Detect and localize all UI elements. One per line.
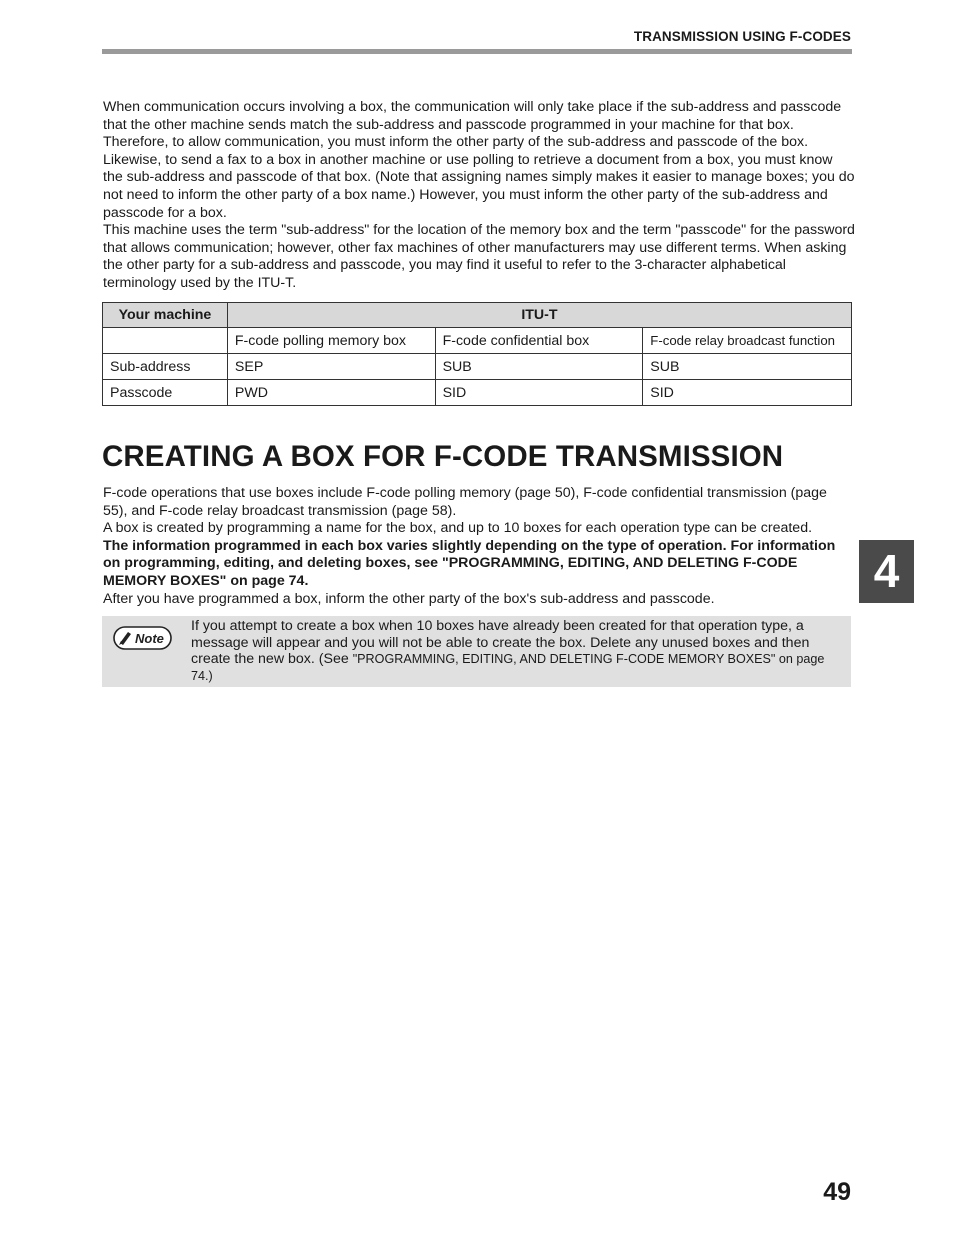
table-subheader-row <box>103 328 852 354</box>
running-header: TRANSMISSION USING F-CODES <box>633 29 851 44</box>
section-body <box>103 485 855 608</box>
header-your-machine: Your machine <box>103 303 228 328</box>
table-cell: SID <box>643 380 852 406</box>
note-badge-label: Note <box>135 631 164 646</box>
section-paragraph-3: After you have programmed a box, inform the other party of the box's sub-address and passcode. <box>103 590 715 607</box>
note-text-reference: "PROGRAMMING, EDITING, AND DELETING F-CODE MEMORY BOXES" on page 74.) <box>191 652 825 683</box>
note-box <box>102 616 851 687</box>
note-text-main: If you attempt to create a box when 10 boxes have already been created for that operation type, a message will appear and you will not be able to create the box. Delete any unused boxes and then create the new box. (See <box>191 618 810 667</box>
table-cell: PWD <box>227 380 435 406</box>
intro-paragraph-1: When communication occurs involving a box, the communication will only take place if the sub-address and passcode that the other machine sends match the sub-address and passcode programmed in your machine for that box. Therefore, to allow communication, you must inform the other party of the sub-address and passcode of the box. Likewise, to send a fax to a box in another machine or use polling to retrieve a document from a box, you must know the sub-address and passcode of that box. (Note that assigning names simply makes it easier to manage boxes; you do not need to inform the other party of a box name.) However, you must inform the other party of the sub-address and passcode for a box. <box>103 99 855 221</box>
section-paragraph-2: A box is created by programming a name for the box, and up to 10 boxes for each operation type can be created. <box>103 520 813 537</box>
table-header-row <box>103 303 852 328</box>
table-cell: SEP <box>227 354 435 380</box>
section-title: CREATING A BOX FOR F-CODE TRANSMISSION <box>102 440 784 473</box>
table-cell: SID <box>435 380 643 406</box>
intro-paragraph-2: This machine uses the term "sub-address" for the location of the memory box and the term "passcode" for the password that allows communication; however, other fax machines of other manufacturers may use different terms. When asking the other party for a sub-address and passcode, you may find it useful to refer to the 3-character alphabetical terminology used by the ITU-T. <box>103 222 855 291</box>
table-cell: Sub-address <box>103 354 228 380</box>
note-text <box>191 618 841 684</box>
table-cell: Passcode <box>103 380 228 406</box>
table-cell: F-code confidential box <box>435 328 643 354</box>
table-row <box>103 354 852 380</box>
table-cell: SUB <box>435 354 643 380</box>
section-paragraph-bold: The information programmed in each box varies slightly depending on the type of operation. For information on programming, editing, and deleting boxes, see "PROGRAMMING, EDITING, AND DELETING F-CODE MEMORY BOXES" on page 74. <box>103 537 836 589</box>
section-paragraph-1: F-code operations that use boxes include F-code polling memory (page 50), F-code confidential transmission (page 55), and F-code relay broadcast transmission (page 58). <box>103 485 827 519</box>
header-rule <box>102 49 852 54</box>
header-itu-t: ITU-T <box>227 303 851 328</box>
table-row <box>103 380 852 406</box>
table-cell <box>103 328 228 354</box>
chapter-tab: 4 <box>859 540 914 603</box>
terminology-table <box>102 302 852 406</box>
intro-section <box>103 99 855 293</box>
note-icon <box>113 626 172 650</box>
page-number: 49 <box>823 1178 851 1206</box>
table-cell: SUB <box>643 354 852 380</box>
table-cell: F-code polling memory box <box>227 328 435 354</box>
table-cell: F-code relay broadcast function <box>643 328 852 354</box>
